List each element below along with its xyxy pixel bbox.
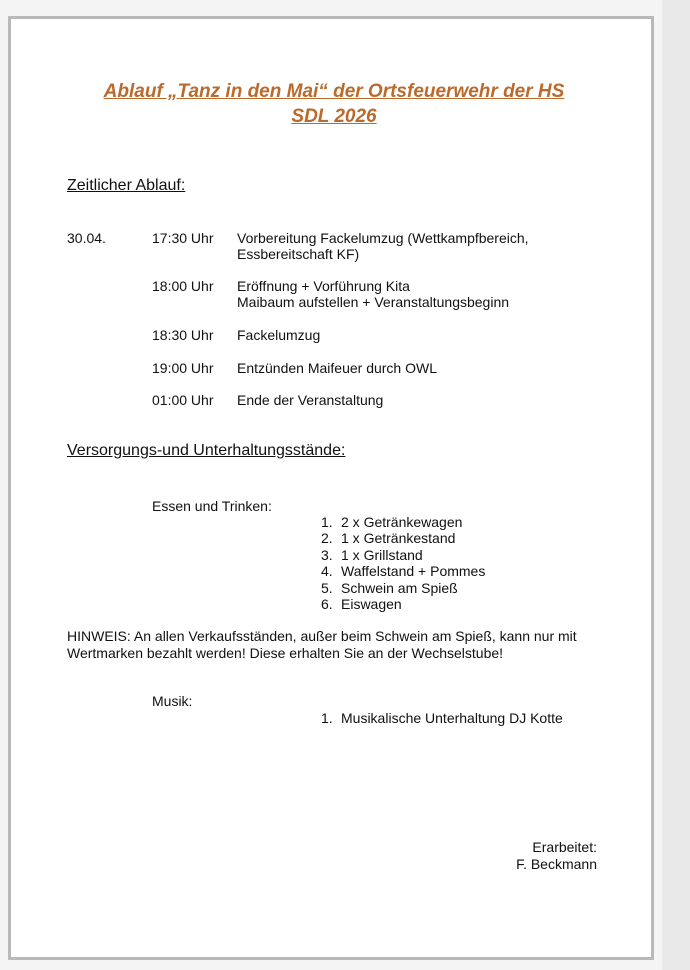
list-item-text: Waffelstand + Pommes (341, 563, 486, 580)
background-shade (662, 0, 690, 970)
author-name: F. Beckmann (516, 856, 597, 872)
list-item-text: 2 x Getränkewagen (341, 514, 463, 530)
schedule-heading: Zeitlicher Ablauf: (67, 177, 186, 194)
schedule-time-1: 17:30 Uhr (152, 230, 214, 246)
schedule-time-3: 18:30 Uhr (152, 327, 214, 343)
food-list (321, 514, 485, 612)
list-item (321, 710, 563, 726)
list-item-text: 1 x Getränkestand (341, 530, 456, 547)
document-page (8, 16, 654, 960)
list-item-number: 2. (321, 530, 333, 547)
list-item (321, 514, 485, 530)
notice-line-2: Wertmarken bezahlt werden! Diese erhalten Sie an der Wechselstube! (67, 645, 504, 661)
document-title (51, 79, 617, 129)
schedule-desc-5: Ende der Veranstaltung (237, 392, 384, 408)
title-line-2: SDL 2026 (291, 106, 377, 127)
schedule-desc-3: Fackelumzug (237, 327, 321, 343)
schedule-desc-1-line-1: Vorbereitung Fackelumzug (Wettkampfbereich, (237, 230, 529, 246)
schedule-desc-1 (237, 230, 529, 262)
list-item (321, 547, 485, 563)
list-item-text: Schwein am Spieß (341, 579, 458, 596)
schedule-time-5: 01:00 Uhr (152, 392, 214, 408)
schedule-desc-1-line-2: Essbereitschaft KF) (237, 246, 360, 262)
list-item-number: 4. (321, 563, 333, 580)
schedule-time-2: 18:00 Uhr (152, 278, 214, 294)
schedule-desc-2-line-2: Maibaum aufstellen + Veranstaltungsbeginn (237, 294, 510, 310)
list-item-number: 1. (321, 710, 333, 726)
list-item-text: Eiswagen (341, 596, 402, 613)
schedule-desc-4: Entzünden Maifeuer durch OWL (237, 360, 437, 376)
list-item-number: 5. (321, 579, 333, 596)
list-item-number: 3. (321, 546, 333, 563)
list-item (321, 580, 485, 596)
music-list (321, 710, 563, 726)
list-item (321, 530, 485, 546)
schedule-time-4: 19:00 Uhr (152, 360, 214, 376)
schedule-date: 30.04. (67, 230, 106, 246)
list-item-number: 6. (321, 596, 333, 613)
schedule-desc-2-line-1: Eröffnung + Vorführung Kita (237, 278, 410, 294)
list-item-text: 1 x Grillstand (341, 546, 423, 563)
list-item (321, 596, 485, 612)
stands-heading: Versorgungs-und Unterhaltungsstände: (67, 442, 346, 459)
author-label: Erarbeitet: (532, 839, 597, 855)
schedule-desc-2 (237, 278, 509, 310)
food-label: Essen und Trinken: (152, 498, 272, 514)
list-item (321, 563, 485, 579)
list-item-number: 1. (321, 514, 333, 530)
music-label: Musik: (152, 693, 193, 709)
list-item-text: Musikalische Unterhaltung DJ Kotte (341, 710, 563, 726)
title-line-1: Ablauf „Tanz in den Mai“ der Ortsfeuerwehr der HS (103, 81, 565, 102)
notice-line-1: HINWEIS: An allen Verkaufsständen, außer beim Schwein am Spieß, kann nur mit (67, 628, 577, 644)
